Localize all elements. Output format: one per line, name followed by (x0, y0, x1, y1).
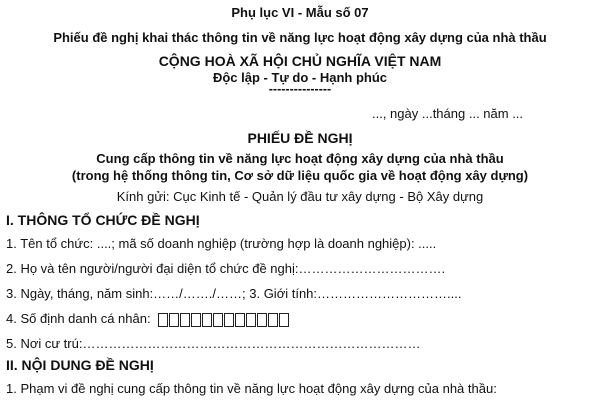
section2-heading: II. NỘI DUNG ĐỀ NGHỊ (6, 357, 154, 373)
recipient-line: Kính gửi: Cục Kinh tế - Quản lý đầu tư xây dựng - Bộ Xây dựng (116, 189, 484, 204)
id-digit-box[interactable] (169, 313, 179, 327)
residence-line: 5. Nơi cư trú:…………………………………………………………………… (6, 336, 421, 351)
country-name: CỘNG HOÀ XÃ HỘI CHỦ NGHĨA VIỆT NAM (158, 53, 442, 69)
id-digit-box[interactable] (235, 313, 245, 327)
id-digit-box[interactable] (279, 313, 289, 327)
scope-line: 1. Phạm vi đề nghị cung cấp thông tin về năng lực hoạt động xây dựng của nhà thầu: (6, 381, 497, 396)
personal-id-boxes[interactable] (158, 312, 290, 328)
id-digit-box[interactable] (180, 313, 190, 327)
personal-id-line (6, 311, 290, 327)
id-digit-box[interactable] (158, 313, 168, 327)
id-digit-box[interactable] (246, 313, 256, 327)
id-digit-box[interactable] (257, 313, 267, 327)
id-digit-box[interactable] (191, 313, 201, 327)
org-name-line: 1. Tên tổ chức: ....; mã số doanh nghiệp (trường hợp là doanh nghiệp): ..... (6, 236, 437, 251)
birth-gender-line: 3. Ngày, tháng, năm sinh:……/……./……; 3. Giới tính:………………………….... (6, 286, 462, 301)
motto: Độc lập - Tự do - Hạnh phúc (212, 70, 388, 85)
header-divider: --------------- (268, 82, 332, 96)
date-line: ..., ngày ...tháng ... năm ... (372, 106, 524, 121)
id-digit-box[interactable] (213, 313, 223, 327)
id-digit-box[interactable] (224, 313, 234, 327)
form-title: Phiếu đề nghị khai thác thông tin về năng lực hoạt động xây dựng của nhà thầu (53, 30, 547, 45)
section1-heading: I. THÔNG TỔ CHỨC ĐỀ NGHỊ (6, 212, 200, 228)
id-digit-box[interactable] (202, 313, 212, 327)
document-title: PHIẾU ĐỀ NGHỊ (247, 130, 353, 146)
personal-id-label: 4. Số định danh cá nhân: (6, 311, 151, 326)
id-digit-box[interactable] (268, 313, 278, 327)
appendix-label: Phụ lục VI - Mẫu số 07 (231, 5, 369, 20)
representative-line: 2. Họ và tên người/người đại diện tổ chức đề nghị:……………………………. (6, 261, 446, 276)
document-subtitle: Cung cấp thông tin về năng lực hoạt động xây dựng của nhà thầu (96, 151, 504, 166)
document-subtitle-note: (trong hệ thống thông tin, Cơ sở dữ liệu quốc gia về hoạt động xây dựng) (71, 168, 529, 183)
